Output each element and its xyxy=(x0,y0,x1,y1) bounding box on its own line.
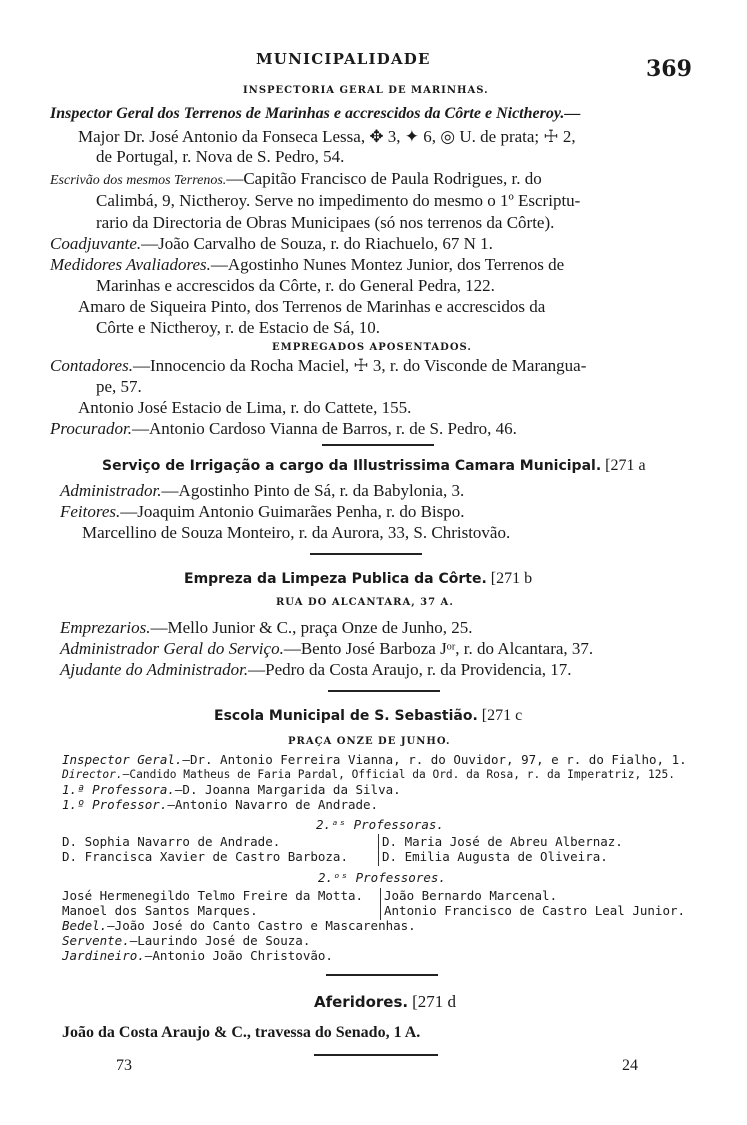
medidores-line-1 xyxy=(50,256,564,273)
professor-right-2: Antonio Francisco de Castro Leal Junior. xyxy=(384,903,686,918)
medidores-line-2: Marinhas e accrescidos da Côrte, r. do General Pedra, 122. xyxy=(96,276,495,295)
limpeza-title: Empreza da Limpeza Publica da Côrte. xyxy=(184,571,487,587)
escrivao-label: Escrivão dos mesmos Terrenos. xyxy=(50,173,227,188)
medidores-text: —Agostinho Nunes Montez Junior, dos Terrenos de xyxy=(210,255,565,274)
professora-left-1: D. Sophia Navarro de Andrade. xyxy=(62,834,281,849)
escola-prof1-line xyxy=(62,784,401,797)
professora-left-2: D. Francisca Xavier de Castro Barboza. xyxy=(62,849,348,864)
amaro-line-2: Côrte e Nictheroy, r. de Estacio de Sá, 10. xyxy=(96,318,381,337)
professor-left-1: José Hermenegildo Telmo Freire da Motta. xyxy=(62,888,364,903)
professor-left-2: Manoel dos Santos Marques. xyxy=(62,903,258,918)
escola-servente-label: Servente. xyxy=(62,933,130,948)
escola-bedel-text: —João José do Canto Castro e Mascarenhas. xyxy=(107,918,416,933)
aferidores-text: João da Costa Araujo & C., travessa do Senado, 1 A. xyxy=(62,1024,421,1041)
escola-prof1m-text: —Antonio Navarro de Andrade. xyxy=(167,797,379,812)
professor-right-1: João Bernardo Marcenal. xyxy=(384,888,558,903)
escola-insp-text: —Dr. Antonio Ferreira Vianna, r. do Ouvidor, 97, e r. do Fialho, 1. xyxy=(182,752,687,767)
escola-bedel-line xyxy=(62,920,416,933)
escrivao-line-3: rario da Directoria de Obras Municipaes (só nos terrenos da Côrte). xyxy=(96,213,555,232)
inspector-line-3: de Portugal, r. Nova de S. Pedro, 54. xyxy=(96,147,345,166)
medidores-label: Medidores Avaliadores. xyxy=(50,255,211,274)
escrivao-line-2: Calimbá, 9, Nictheroy. Serve no impedimento do mesmo o 1º Escriptu- xyxy=(96,191,581,210)
escola-prof1-label: 1.ª Professora. xyxy=(62,782,175,797)
escola-insp-line xyxy=(62,754,687,767)
footer-signature-right: 24 xyxy=(622,1057,638,1074)
escola-ref: [271 c xyxy=(481,707,523,724)
limpeza-emp-line xyxy=(60,619,473,636)
professores-column-rule xyxy=(380,888,381,920)
coadjuvante-label: Coadjuvante. xyxy=(50,234,142,253)
divider-3 xyxy=(328,690,440,692)
aposentados-heading: EMPREGADOS APOSENTADOS. xyxy=(272,342,472,353)
escrivao-text: —Capitão Francisco de Paula Rodrigues, r. do xyxy=(226,169,542,188)
procurador-text: —Antonio Cardoso Vianna de Barros, r. de S. Pedro, 46. xyxy=(132,419,517,438)
escola-prof1m-line xyxy=(62,799,378,812)
limpeza-ajud-label: Ajudante do Administrador. xyxy=(60,660,249,679)
procurador-line xyxy=(50,420,517,437)
professora-right-2: D. Emilia Augusta de Oliveira. xyxy=(382,849,608,864)
segundas-professoras-heading: 2.ᵃˢ Professoras. xyxy=(316,817,444,832)
escola-jardineiro-line xyxy=(62,950,333,963)
irrigacao-admin-text: —Agostinho Pinto de Sá, r. da Babylonia, 3. xyxy=(161,481,465,500)
amaro-line-1: Amaro de Siqueira Pinto, dos Terrenos de Marinhas e accrescidos da xyxy=(78,297,546,316)
escola-jardineiro-text: —Antonio João Christovão. xyxy=(144,948,333,963)
contadores-label: Contadores. xyxy=(50,356,133,375)
escola-bedel-label: Bedel. xyxy=(62,918,108,933)
irrigacao-heading xyxy=(102,458,646,474)
contadores-line-1 xyxy=(50,357,586,374)
coadjuvante-text: —João Carvalho de Souza, r. do Riachuelo, 67 N 1. xyxy=(141,234,493,253)
limpeza-admger-text: —Bento José Barboza Jᵒʳ, r. do Alcantara, 37. xyxy=(283,639,594,658)
irrigacao-admin-label: Administrador. xyxy=(60,481,162,500)
inspector-label: Inspector Geral dos Terrenos de Marinhas e accrescidos da Côrte e Nictheroy.— xyxy=(50,105,581,122)
escola-dir-text: —Candido Matheus de Faria Pardal, Official da Ord. da Rosa, r. da Imperatriz, 125. xyxy=(122,768,675,781)
escola-servente-text: —Laurindo José de Souza. xyxy=(129,933,311,948)
limpeza-ajud-line xyxy=(60,661,572,678)
irrigacao-title: Serviço de Irrigação a cargo da Illustrissima Camara Municipal. xyxy=(102,458,602,474)
procurador-label: Procurador. xyxy=(50,419,133,438)
divider-1 xyxy=(322,444,434,446)
escola-prof1m-label: 1.º Professor. xyxy=(62,797,168,812)
inspector-line-2: Major Dr. José Antonio da Fonseca Lessa, ✥ 3, ✦ 6, ◎ U. de prata; ☩ 2, xyxy=(78,127,576,146)
escola-servente-line xyxy=(62,935,310,948)
limpeza-emp-text: —Mello Junior & C., praça Onze de Junho, 25. xyxy=(150,618,473,637)
limpeza-admger-line xyxy=(60,640,593,657)
escola-title: Escola Municipal de S. Sebastião. xyxy=(214,708,478,724)
segundos-professores-heading: 2.ᵒˢ Professores. xyxy=(318,870,446,885)
aferidores-ref: [271 d xyxy=(412,992,457,1011)
aferidores-title: Aferidores. xyxy=(314,993,409,1011)
escrivao-line-1 xyxy=(50,170,542,188)
escola-dir-label: Director. xyxy=(62,768,123,781)
footer-signature-left: 73 xyxy=(116,1057,132,1074)
escola-heading xyxy=(214,708,522,724)
divider-5 xyxy=(314,1054,438,1056)
escola-jardineiro-label: Jardineiro. xyxy=(62,948,145,963)
section-subtitle: INSPECTORIA GERAL DE MARINHAS. xyxy=(243,85,489,96)
contadores-line-2: pe, 57. xyxy=(96,377,142,396)
estacio-line: Antonio José Estacio de Lima, r. do Cattete, 155. xyxy=(78,398,412,417)
irrigacao-feitores-text: —Joaquim Antonio Guimarães Penha, r. do Bispo. xyxy=(120,502,465,521)
coadjuvante-line xyxy=(50,235,493,252)
limpeza-admger-label: Administrador Geral do Serviço. xyxy=(60,639,284,658)
limpeza-address: RUA DO ALCANTARA, 37 A. xyxy=(276,597,454,608)
irrigacao-admin-line xyxy=(60,482,464,499)
contadores-text: —Innocencio da Rocha Maciel, ☩ 3, r. do Visconde de Marangua- xyxy=(132,356,587,375)
limpeza-ajud-text: —Pedro da Costa Araujo, r. da Providencia, 17. xyxy=(248,660,572,679)
escola-insp-label: Inspector Geral. xyxy=(62,752,183,767)
escola-prof1-text: —D. Joanna Margarida da Silva. xyxy=(174,782,401,797)
aferidores-heading xyxy=(314,993,456,1011)
professora-right-1: D. Maria José de Abreu Albernaz. xyxy=(382,834,623,849)
irrigacao-feitores-label: Feitores. xyxy=(60,502,121,521)
limpeza-heading xyxy=(184,571,532,587)
limpeza-emp-label: Emprezarios. xyxy=(60,618,151,637)
irrigacao-marcellino-line: Marcellino de Souza Monteiro, r. da Aurora, 33, S. Christovão. xyxy=(82,523,511,542)
escola-dir-line xyxy=(62,769,675,780)
irrigacao-ref: [271 a xyxy=(605,457,646,474)
escola-address: PRAÇA ONZE DE JUNHO. xyxy=(288,736,451,747)
divider-2 xyxy=(310,553,422,555)
page-number: 369 xyxy=(646,56,692,82)
professoras-column-rule xyxy=(378,834,379,866)
page-title: MUNICIPALIDADE xyxy=(256,50,431,68)
irrigacao-feitores-line xyxy=(60,503,465,520)
limpeza-ref: [271 b xyxy=(490,570,533,587)
divider-4 xyxy=(326,974,438,976)
